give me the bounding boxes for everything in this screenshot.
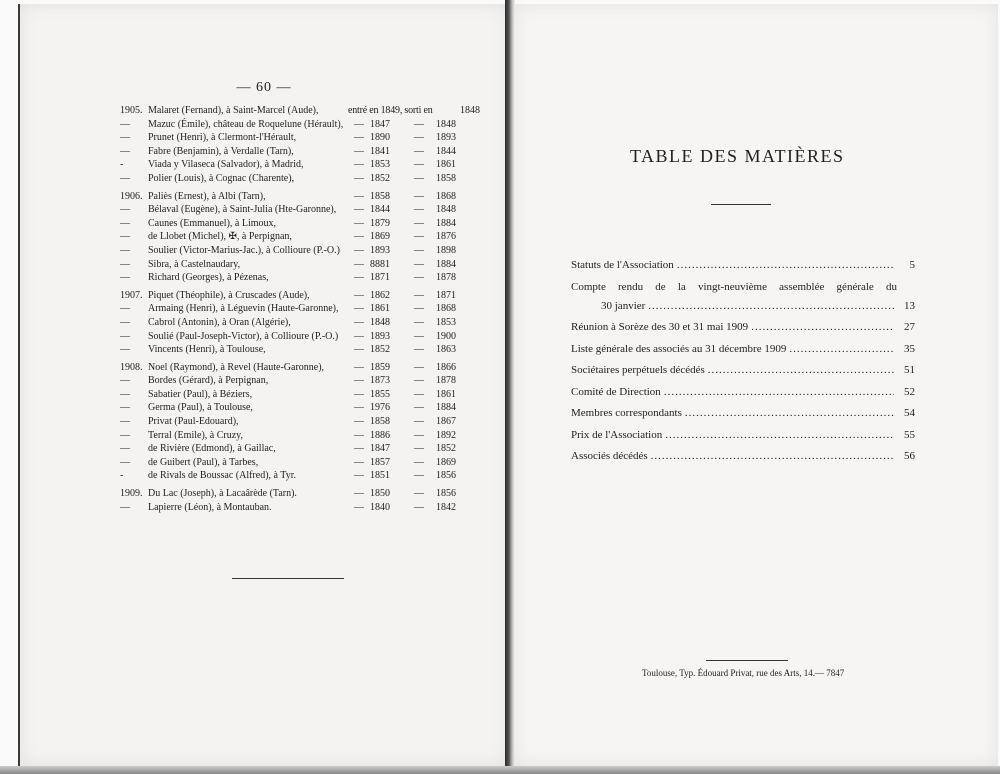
left-page — [18, 4, 508, 766]
toc-entry — [571, 404, 915, 423]
register-row — [120, 330, 500, 344]
register-entered: 1847 — [370, 118, 390, 130]
register-year: — — [120, 429, 130, 441]
toc-leader — [751, 318, 894, 337]
toc-page-number: 35 — [904, 342, 915, 355]
toc-entry — [571, 361, 915, 380]
toc-label: Réunion à Sorèze des 30 et 31 mai 1909 — [571, 321, 749, 333]
register-row — [120, 456, 500, 470]
register-year: — — [120, 258, 130, 270]
register-dash: — — [354, 118, 364, 130]
toc-leader — [665, 426, 894, 445]
toc-label: Associés décédés — [571, 450, 648, 462]
register-row — [120, 374, 500, 388]
toc-entry — [571, 340, 915, 359]
toc-title: TABLE DES MATIÈRES — [630, 146, 845, 166]
register-dash: — — [414, 303, 424, 315]
register-dash: — — [414, 204, 424, 216]
register-entered: 1852 — [370, 344, 390, 356]
register-dash: — — [414, 344, 424, 356]
register-left: 1868 — [436, 303, 456, 315]
register-year: — — [120, 344, 130, 356]
register-row — [120, 469, 500, 483]
register-dash: — — [414, 231, 424, 243]
toc-label: Prix de l'Association — [571, 428, 663, 441]
register-dash: — — [414, 375, 424, 387]
register-name: Paliès (Ernest), à Albi (Tarn), — [148, 190, 266, 202]
register-name: de Llobet (Michel), ✠, à Perpignan, — [148, 231, 292, 243]
register-dash: — — [354, 272, 364, 284]
register-year: 1908. — [120, 361, 143, 373]
register-row — [120, 104, 500, 118]
register-entered: 1858 — [370, 416, 390, 428]
register-name: Sabatier (Paul), à Béziers, — [148, 388, 253, 400]
toc-leader — [651, 447, 894, 466]
register-dash: — — [414, 361, 424, 373]
register-year: 1905. — [120, 105, 143, 116]
toc-label: Compte rendu de la vingt-neuvième assemblée générale du — [571, 280, 897, 293]
register-entered: 1873 — [370, 375, 390, 387]
register-entered: 1879 — [370, 217, 390, 229]
register-dash: — — [354, 172, 364, 184]
register-entered: 1841 — [370, 145, 390, 157]
register-left: 1878 — [436, 375, 456, 387]
register-entered: 1858 — [370, 190, 390, 202]
register-left: 1867 — [436, 416, 456, 428]
toc-label: Statuts de l'Association — [571, 259, 674, 271]
imprint-rule — [706, 660, 788, 661]
register-name: de Rivals de Boussac (Alfred), à Tyr. — [148, 470, 296, 482]
register-left: 1868 — [436, 190, 456, 202]
register-row — [120, 289, 500, 303]
register-entered: 1855 — [370, 388, 390, 400]
register-row — [120, 361, 500, 375]
register-name: Richard (Georges), à Pézenas, — [148, 272, 269, 284]
toc-page-number: 56 — [904, 450, 915, 462]
register-dash: — — [354, 488, 364, 500]
register-name: Sibra, à Castelnaudary, — [148, 258, 241, 270]
register-dash: — — [354, 190, 364, 202]
register-year: — — [120, 145, 130, 157]
register-row — [120, 442, 500, 456]
register-row — [120, 388, 500, 402]
register-year: — — [120, 402, 130, 414]
register-row — [120, 316, 500, 330]
register-name: Polier (Louis), à Cognac (Charente), — [148, 172, 295, 184]
register-left: 1844 — [436, 145, 456, 157]
register-left: 1848 — [436, 204, 456, 216]
page-edge — [0, 766, 1000, 774]
register-dash: — — [354, 244, 364, 256]
register-dash: — — [354, 361, 364, 373]
register-dash: — — [414, 118, 424, 130]
register-entered: 1850 — [370, 488, 390, 500]
register-dash: — — [414, 388, 424, 400]
register-name: de Guibert (Paul), à Tarbes, — [148, 456, 259, 468]
register-dash: — — [354, 316, 364, 328]
toc-leader — [648, 297, 894, 316]
toc-label: Liste générale des associés au 31 décembre 1909 — [571, 342, 787, 355]
register-left: 1900 — [436, 330, 456, 342]
register-row — [120, 190, 500, 204]
register-left: 1852 — [436, 443, 456, 455]
register-dash: — — [414, 470, 424, 482]
title-rule — [711, 204, 771, 205]
register-dash: — — [414, 501, 424, 513]
right-page — [514, 4, 998, 766]
register-name: Malaret (Fernand), à Saint-Marcel (Aude), — [148, 105, 319, 116]
register-year: — — [120, 316, 130, 328]
register-entered: 1840 — [370, 501, 390, 513]
register-dash: — — [414, 145, 424, 157]
register-year: — — [120, 416, 130, 428]
register-dash: — — [414, 456, 424, 468]
register-list — [120, 104, 500, 514]
register-row — [120, 217, 500, 231]
register-left: 1856 — [436, 470, 456, 482]
register-dash: — — [354, 132, 364, 144]
register-name: de Rivière (Edmond), à Gaillac, — [148, 443, 276, 455]
register-row — [120, 429, 500, 443]
toc-page-number: 54 — [904, 407, 915, 419]
register-name: Privat (Paul-Edouard), — [148, 416, 239, 428]
register-left: 1878 — [436, 272, 456, 284]
register-dash: — — [354, 470, 364, 482]
register-left: 1898 — [436, 244, 456, 256]
register-year: — — [120, 231, 130, 243]
register-left: 1856 — [436, 488, 456, 500]
register-dash: — — [414, 416, 424, 428]
register-left: 1869 — [436, 456, 456, 468]
register-name: Terral (Emile), à Cruzy, — [148, 429, 243, 441]
toc-leader — [685, 404, 894, 423]
register-dash: — — [354, 429, 364, 441]
register-entered: 1857 — [370, 456, 390, 468]
register-dash: — — [414, 159, 424, 171]
register-dash: — — [414, 443, 424, 455]
register-dash: — — [354, 344, 364, 356]
register-name: Bélaval (Eugène), à Saint-Julia (Hte-Garonne), — [148, 204, 337, 216]
register-year: — — [120, 244, 130, 256]
register-dash: — — [414, 190, 424, 202]
register-year: — — [120, 303, 130, 315]
toc-entry — [571, 318, 915, 337]
register-dash: — — [354, 375, 364, 387]
register-left: 1861 — [436, 159, 456, 171]
register-dash: — — [354, 330, 364, 342]
register-entered: 1871 — [370, 272, 390, 284]
toc-entry — [571, 447, 915, 466]
register-row — [120, 172, 500, 186]
register-name: Armaing (Henri), à Léguevin (Haute-Garonne), — [148, 303, 339, 315]
register-entered: 1861 — [370, 303, 390, 315]
register-dash: — — [414, 330, 424, 342]
register-year: — — [120, 204, 130, 216]
register-entered: 1847 — [370, 443, 390, 455]
register-dash: — — [414, 258, 424, 270]
register-left: 1892 — [436, 429, 456, 441]
register-dash: — — [414, 488, 424, 500]
register-name: Cabrol (Antonin), à Oran (Algérie), — [148, 316, 291, 328]
toc-label: Comité de Direction — [571, 385, 661, 398]
register-dash: — — [354, 402, 364, 414]
end-rule — [232, 578, 344, 579]
register-left: 1884 — [436, 217, 456, 229]
register-year: 1906. — [120, 190, 143, 202]
register-row — [120, 302, 500, 316]
register-left: 1848 — [460, 105, 480, 116]
toc-page-number: 55 — [904, 428, 915, 441]
register-dash: — — [354, 204, 364, 216]
toc-page-number: 51 — [904, 364, 915, 376]
register-row — [120, 131, 500, 145]
register-dash: — — [414, 217, 424, 229]
register-entered: 1893 — [370, 244, 390, 256]
register-entered-label: entré en 1849, sorti en — [348, 105, 433, 116]
register-left: 1884 — [436, 402, 456, 414]
register-row — [120, 487, 500, 501]
register-name: Prunet (Henri), à Clermont-l'Hérault, — [148, 132, 297, 144]
register-name: Germa (Paul), à Toulouse, — [148, 402, 253, 414]
register-dash: — — [414, 272, 424, 284]
register-row — [120, 145, 500, 159]
register-dash: — — [354, 258, 364, 270]
register-dash: — — [354, 303, 364, 315]
register-name: Viada y Vilaseca (Salvador), à Madrid, — [148, 159, 304, 171]
register-entered: 1848 — [370, 316, 390, 328]
register-row — [120, 230, 500, 244]
register-year: — — [120, 501, 130, 513]
register-row — [120, 258, 500, 272]
register-left: 1861 — [436, 388, 456, 400]
register-year: — — [120, 388, 130, 400]
register-dash: — — [414, 402, 424, 414]
register-year: - — [120, 470, 124, 482]
register-name: Noel (Raymond), à Revel (Haute-Garonne), — [148, 361, 325, 373]
register-dash: — — [354, 501, 364, 513]
register-entered: 1852 — [370, 172, 390, 184]
register-name: Fabre (Benjamin), à Verdalle (Tarn), — [148, 145, 294, 157]
toc-leader — [789, 340, 894, 359]
register-entered: 8881 — [370, 258, 390, 270]
register-dash: — — [414, 429, 424, 441]
register-row — [120, 271, 500, 285]
register-name: Du Lac (Joseph), à Lacaârède (Tarn). — [148, 488, 297, 500]
register-row — [120, 501, 500, 515]
register-dash: — — [414, 289, 424, 301]
register-year: — — [120, 217, 130, 229]
register-entered: 1853 — [370, 159, 390, 171]
register-name: Piquet (Théophile), à Cruscades (Aude), — [148, 289, 310, 301]
register-year: 1909. — [120, 488, 143, 500]
toc-page-number: 13 — [904, 299, 915, 312]
register-dash: — — [414, 172, 424, 184]
toc-entry — [571, 383, 915, 402]
toc-page-number: 5 — [909, 259, 915, 271]
register-name: Bordes (Gérard), à Perpignan, — [148, 375, 269, 387]
register-year: 1907. — [120, 289, 143, 301]
toc-entry — [571, 426, 915, 445]
register-entered: 1862 — [370, 289, 390, 301]
register-row — [120, 244, 500, 258]
register-name: Caunes (Emmanuel), à Limoux, — [148, 217, 277, 229]
toc-entry — [571, 278, 915, 316]
toc-page-number: 27 — [904, 321, 915, 333]
register-left: 1884 — [436, 258, 456, 270]
toc-page-number: 52 — [904, 385, 915, 398]
register-row — [120, 343, 500, 357]
register-dash: — — [354, 443, 364, 455]
toc-leader — [677, 256, 894, 275]
toc-label: 30 janvier — [601, 299, 646, 312]
register-row — [120, 415, 500, 429]
register-dash: — — [354, 456, 364, 468]
register-left: 1858 — [436, 172, 456, 184]
toc-leader — [708, 361, 894, 380]
toc-label: Membres correspondants — [571, 407, 682, 419]
register-year: - — [120, 159, 124, 171]
register-name: Vincents (Henri), à Toulouse, — [148, 344, 266, 356]
register-dash: — — [354, 217, 364, 229]
register-year: — — [120, 443, 130, 455]
register-left: 1893 — [436, 132, 456, 144]
register-dash: — — [354, 159, 364, 171]
register-row — [120, 401, 500, 415]
register-dash: — — [414, 316, 424, 328]
register-dash: — — [354, 416, 364, 428]
toc-leader — [664, 383, 894, 402]
register-row — [120, 118, 500, 132]
register-entered: 1893 — [370, 330, 390, 342]
register-year: — — [120, 330, 130, 342]
register-entered: 1890 — [370, 132, 390, 144]
register-entered: 1851 — [370, 470, 390, 482]
register-dash: — — [354, 388, 364, 400]
register-entered: 1844 — [370, 204, 390, 216]
register-year: — — [120, 272, 130, 284]
table-of-contents — [571, 256, 915, 469]
register-row — [120, 203, 500, 217]
register-left: 1848 — [436, 118, 456, 130]
register-name: Soulié (Paul-Joseph-Victor), à Collioure (P.-O.) — [148, 330, 339, 342]
register-dash: — — [354, 145, 364, 157]
register-row — [120, 158, 500, 172]
toc-label: Sociétaires perpétuels décédés — [571, 364, 705, 376]
register-dash: — — [414, 244, 424, 256]
register-year: — — [120, 118, 130, 130]
register-left: 1866 — [436, 361, 456, 373]
register-year: — — [120, 456, 130, 468]
toc-entry — [571, 256, 915, 275]
register-left: 1871 — [436, 289, 456, 301]
page-number: — 60 — — [236, 80, 292, 95]
register-left: 1863 — [436, 344, 456, 356]
register-dash: — — [354, 231, 364, 243]
register-entered: 1886 — [370, 429, 390, 441]
register-entered: 1859 — [370, 361, 390, 373]
register-year: — — [120, 172, 130, 184]
register-dash: — — [414, 132, 424, 144]
register-entered: 1869 — [370, 231, 390, 243]
register-left: 1853 — [436, 316, 456, 328]
register-year: — — [120, 375, 130, 387]
register-entered: 1976 — [370, 402, 390, 414]
register-name: Lapierre (Léon), à Montauban. — [148, 501, 272, 513]
register-left: 1876 — [436, 231, 456, 243]
register-year: — — [120, 132, 130, 144]
register-name: Mazuc (Émile), château de Roquelune (Hérault), — [148, 118, 344, 130]
register-name: Soulier (Victor-Marius-Jac.), à Collioure (P.-O.) — [148, 244, 340, 256]
printer-imprint: Toulouse, Typ. Édouard Privat, rue des Arts, 14.— 7847 — [642, 668, 845, 678]
register-left: 1842 — [436, 501, 456, 513]
register-dash: — — [354, 289, 364, 301]
